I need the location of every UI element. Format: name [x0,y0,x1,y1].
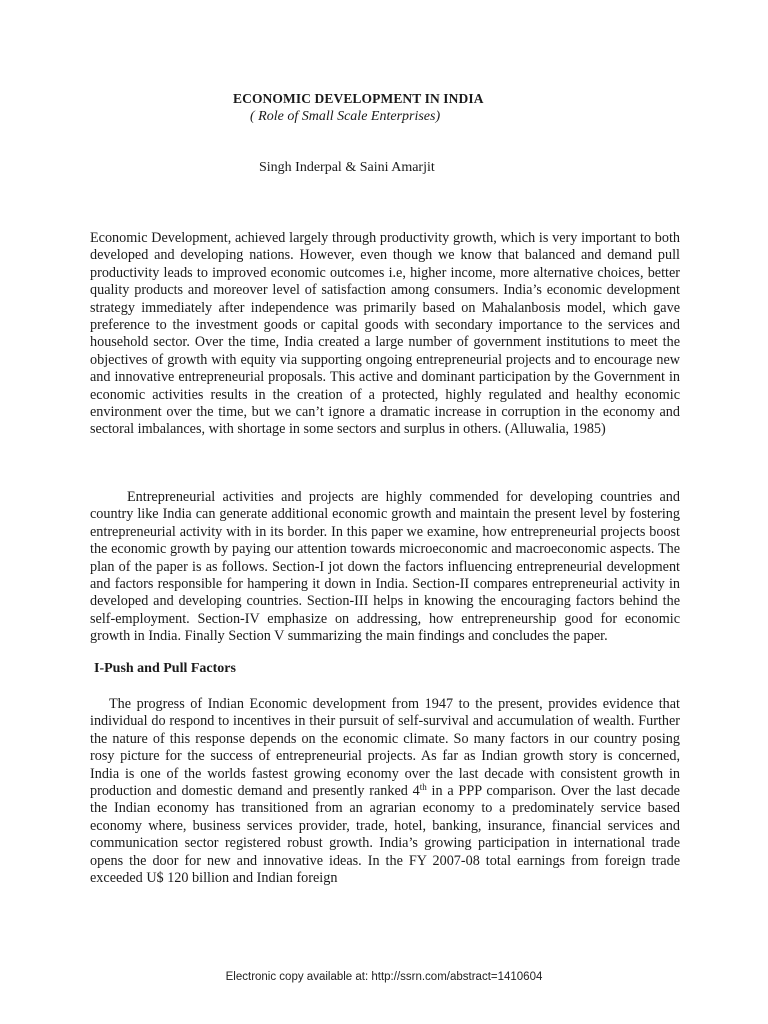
paper-subtitle: ( Role of Small Scale Enterprises) [250,109,441,124]
body-paragraph-1: Economic Development, achieved largely through productivity growth, which is very important to both developed and developing nations. However, even though we know that balanced and demand pull productivity leads to improved economic outcomes i.e, higher income, more alternative choices, better quality products and moreover level of satisfaction among consumers. India’s economic development strategy immediately after independence was primarily based on Mahalanbosis model, which gave preference to the investment goods or capital goods with secondary importance to the services and household sector. Over the time, India created a large number of government institutions to meet the objectives of growth with equity via supporting ongoing entrepreneurial projects and to encourage new and innovative entrepreneurial proposals. This active and dominant participation by the Government in economic activities results in the creation of a protected, highly regulated and healthy economic environment over the time, but we can’t ignore a dramatic increase in corruption in the economy and sectoral imbalances, with shortage in some sectors and surplus in others. (Alluwalia, 1985) [90,230,680,438]
paragraph-3-text-part-2: in a PPP comparison. Over the last decade the Indian economy has transitioned from an agrarian economy to a predominately service based economy where, business services provider, trade, hotel, banking, insurance, financial services and communication sector registered robust growth. India’s growing participation in international trade opens the door for new and innovative ideas. In the FY 2007-08 total earnings from foreign trade exceeded U$ 120 billion and Indian foreign [90,783,680,887]
body-paragraph-2: Entrepreneurial activities and projects are highly commended for developing countries and country like India can generate additional economic growth and maintain the present level by fostering entrepreneurial activity with in its border. In this paper we examine, how entrepreneurial projects boost the economic growth by paying our attention towards microeconomic and macroeconomic aspects. The plan of the paper is as follows. Section-I jot down the factors influencing entrepreneurial development and factors responsible for hampering it down in India. Section-II compares entrepreneurial activity in developed and developing countries. Section-III helps in knowing the encouraging factors behind the self-employment. Section-IV emphasize on addressing, how entrepreneurship good for economic growth in India. Finally Section V summarizing the main findings and concludes the paper. [90,489,680,645]
body-paragraph-3 [90,696,680,887]
ssrn-footer-note: Electronic copy available at: http://ssrn.com/abstract=1410604 [225,971,543,983]
ordinal-superscript: th [419,782,427,793]
paper-title: ECONOMIC DEVELOPMENT IN INDIA [233,91,484,106]
section-heading: I-Push and Pull Factors [94,661,236,676]
paper-authors: Singh Inderpal & Saini Amarjit [259,160,435,175]
paragraph-3-text-part-1: The progress of Indian Economic development from 1947 to the present, provides evidence that individual do respond to incentives in their pursuit of self-survival and accumulation of wealth. Further the nature of this response depends on the economic climate. So many factors in our country posing rosy picture for the success of entrepreneurial projects. As far as Indian growth story is concerned, India is one of the worlds fastest growing economy over the last decade with consistent growth in production and domestic demand and presently ranked 4 [90,696,680,800]
